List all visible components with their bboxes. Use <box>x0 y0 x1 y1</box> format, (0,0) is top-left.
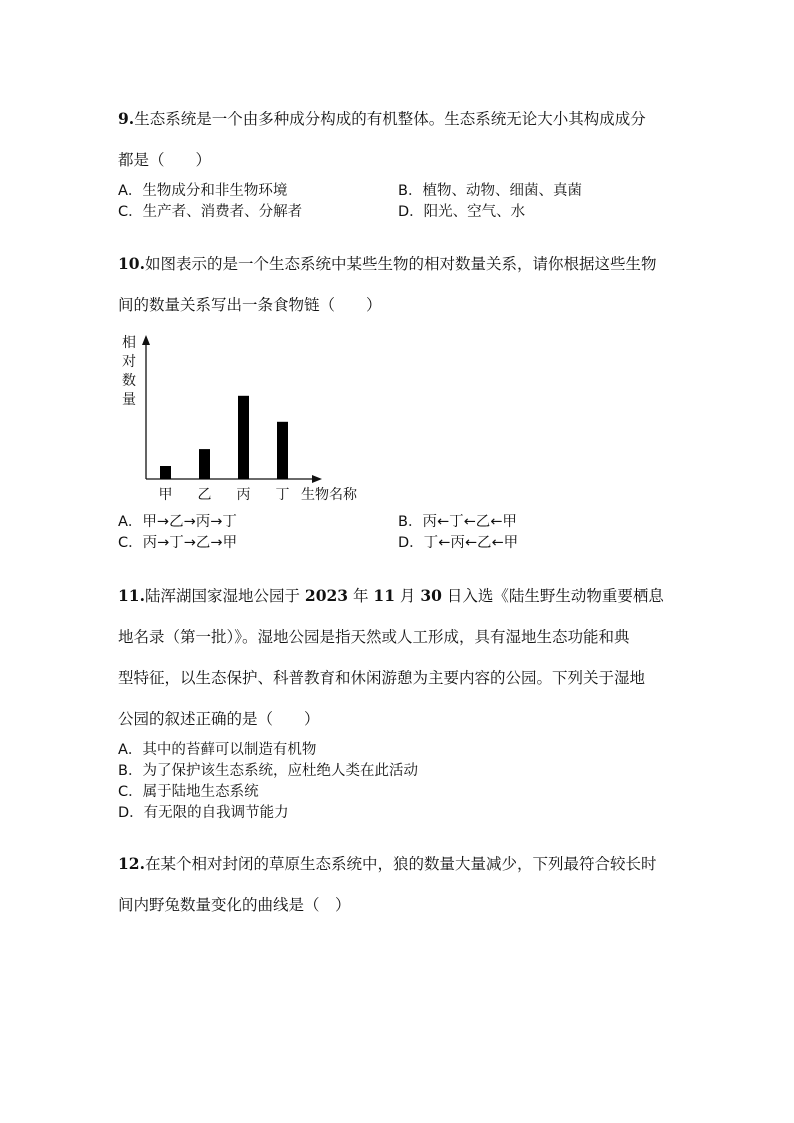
question-11-stem-cont <box>118 617 734 658</box>
option-a[interactable]: A．生物成分和非生物环境 <box>118 183 288 199</box>
option-d[interactable]: D．丁←丙←乙←甲 <box>398 535 519 551</box>
stem-text: 间的数量关系写出一条食物链（ ） <box>118 296 382 314</box>
question-12 <box>118 843 734 926</box>
stem-text: 地名录（第一批）》。湿地公园是指天然或人工形成，具有湿地生态功能和典 <box>118 628 630 646</box>
question-12-stem <box>118 843 734 885</box>
x-axis-label: 生物名称 <box>301 487 357 503</box>
year-value: 2023 <box>304 586 349 605</box>
stem-text: 间内野兔数量变化的曲线是（ ） <box>118 896 351 914</box>
month-value: 11 <box>373 586 395 605</box>
option-a[interactable]: A．甲→乙→丙→丁 <box>118 514 237 530</box>
stem-text: 生态系统是一个由多种成分构成的有机整体。生态系统无论大小其构成成分 <box>134 110 646 128</box>
stem-text: 年 <box>348 587 374 605</box>
question-11 <box>118 575 734 824</box>
stem-text: 如图表示的是一个生态系统中某些生物的相对数量关系，请你根据这些生物 <box>144 255 657 273</box>
x-axis-arrow <box>312 475 322 483</box>
stem-text: 月 <box>394 587 421 605</box>
day-value: 30 <box>420 586 442 605</box>
y-axis-label <box>122 334 136 408</box>
stem-text: 公园的叙述正确的是（ ） <box>118 710 320 728</box>
question-10-stem-cont <box>118 285 734 326</box>
question-9 <box>118 98 734 223</box>
option-c[interactable]: C．丙→丁→乙→甲 <box>118 535 238 551</box>
question-9-options <box>118 181 734 223</box>
question-number: 10. <box>118 254 145 273</box>
question-11-stem <box>118 575 734 617</box>
option-b[interactable]: B．植物、动物、细菌、真菌 <box>398 183 582 199</box>
y-axis-arrow <box>142 335 150 345</box>
category-label-2: 丙 <box>236 487 251 503</box>
question-9-stem <box>118 98 734 140</box>
option-b[interactable]: B．丙←丁←乙←甲 <box>398 514 517 530</box>
option-a[interactable]: A．其中的苔藓可以制造有机物 <box>118 742 317 758</box>
bar-chart <box>118 333 378 511</box>
category-label-1: 乙 <box>197 487 212 503</box>
stem-text: 陆浑湖国家湿地公园于 <box>144 587 305 605</box>
question-12-stem-cont <box>118 885 734 926</box>
question-number: 11. <box>118 586 145 605</box>
option-d[interactable]: D．阳光、空气、水 <box>398 204 526 220</box>
stem-text: 型特征，以生态保护、科普教育和休闲游憩为主要内容的公园。下列关于湿地 <box>118 669 646 687</box>
bar-chart-svg <box>118 333 378 511</box>
option-c[interactable]: C．属于陆地生态系统 <box>118 784 259 800</box>
question-9-stem-cont <box>118 140 734 181</box>
question-10 <box>118 243 734 326</box>
question-11-stem-cont <box>118 658 734 699</box>
bar-2 <box>238 396 249 479</box>
y-axis-label-text: 相对数量 <box>122 335 136 408</box>
question-number: 12. <box>118 854 145 873</box>
stem-text: 日入选《陆生野生动物重要栖息 <box>441 587 664 605</box>
question-11-stem-cont <box>118 699 734 740</box>
category-label-3: 丁 <box>275 487 290 503</box>
bar-3 <box>277 422 288 479</box>
stem-text: 都是（ ） <box>118 151 212 169</box>
question-10-stem <box>118 243 734 285</box>
option-b[interactable]: B．为了保护该生态系统，应杜绝人类在此活动 <box>118 763 418 779</box>
stem-text: 在某个相对封闭的草原生态系统中，狼的数量大量减少，下列最符合较长时 <box>144 855 657 873</box>
bar-1 <box>199 449 210 479</box>
option-c[interactable]: C．生产者、消费者、分解者 <box>118 204 303 220</box>
question-11-options <box>118 740 734 824</box>
question-number: 9. <box>118 109 135 128</box>
question-10-options-block <box>118 512 734 554</box>
bar-0 <box>160 466 171 479</box>
question-10-options <box>118 512 734 554</box>
category-label-0: 甲 <box>158 487 173 503</box>
option-d[interactable]: D．有无限的自我调节能力 <box>118 805 289 821</box>
